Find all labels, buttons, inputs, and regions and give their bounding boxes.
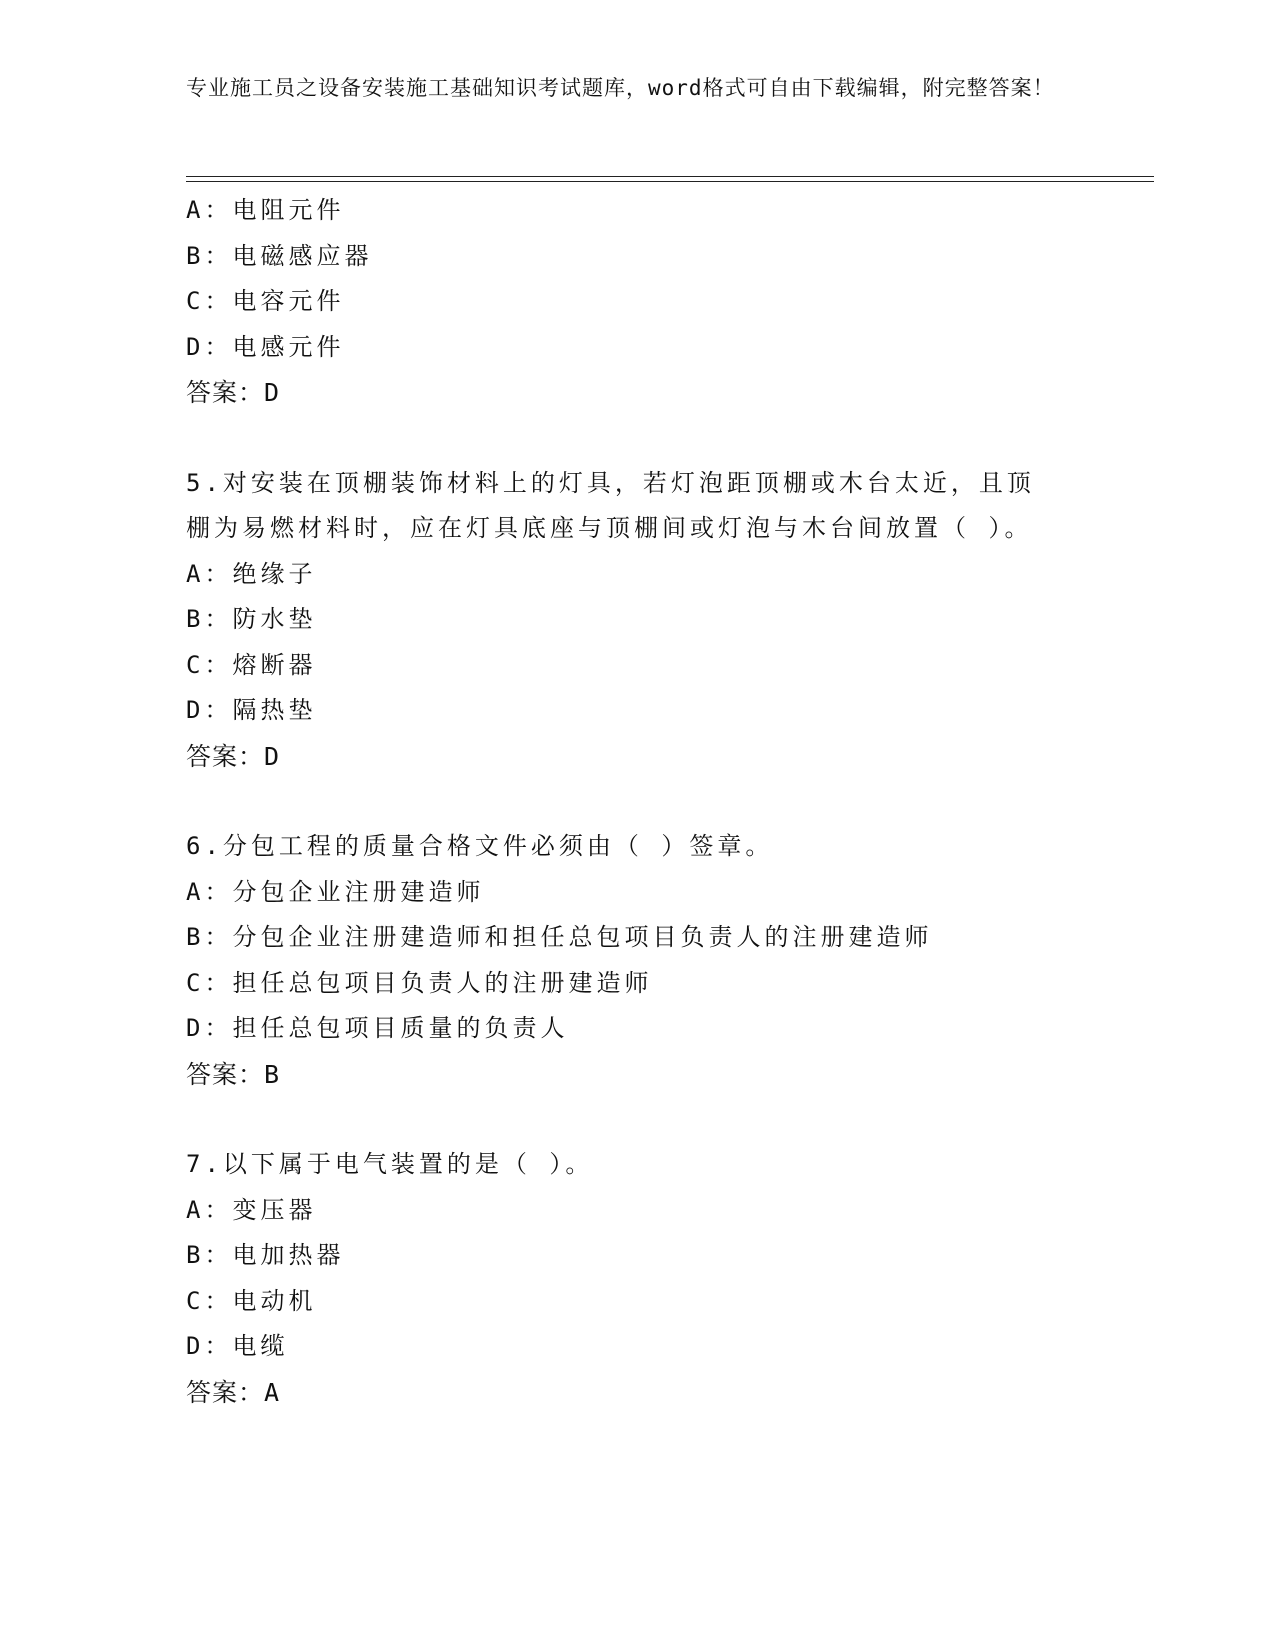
option-c: C：电容元件 [186, 287, 345, 315]
option-d: D：电缆 [186, 1332, 289, 1360]
question-stem: 6.分包工程的质量合格文件必须由（ ）签章。 [186, 832, 774, 860]
question-stem: 5.对安装在顶棚装饰材料上的灯具，若灯泡距顶棚或木台太近，且顶棚为易燃材料时，应在灯具底座与顶棚间或灯泡与木台间放置（ ）。 [186, 468, 1035, 542]
option-c: C：熔断器 [186, 650, 317, 679]
option-b: B：电加热器 [186, 1241, 345, 1269]
answer-line: 答案：B [186, 1059, 281, 1089]
option-a: A：绝缘子 [186, 559, 317, 588]
answer-value: A [264, 1377, 281, 1407]
answer-value: D [264, 378, 281, 407]
option-a: A：变压器 [186, 1195, 317, 1224]
question-block-7 [186, 1142, 1146, 1415]
option-a: A：分包企业注册建造师 [186, 877, 485, 906]
option-c: C：电动机 [186, 1286, 317, 1315]
option-a: A：电阻元件 [186, 196, 345, 224]
answer-line: 答案：A [186, 1377, 281, 1407]
question-block-5 [186, 461, 1146, 780]
answer-line: 答案：D [186, 741, 281, 771]
question-list [186, 188, 1146, 1415]
header-rule-top [186, 176, 1154, 177]
option-d: D：电感元件 [186, 332, 345, 361]
question-block-6 [186, 824, 1146, 1097]
option-d: D：担任总包项目质量的负责人 [186, 1014, 569, 1042]
header-rule-bottom [186, 181, 1154, 182]
option-b: B：分包企业注册建造师和担任总包项目负责人的注册建造师 [186, 923, 933, 951]
option-c: C：担任总包项目负责人的注册建造师 [186, 968, 653, 997]
answer-value: D [264, 741, 281, 771]
option-b: B：防水垫 [186, 605, 317, 633]
header-note: 专业施工员之设备安装施工基础知识考试题库，word格式可自由下载编辑，附完整答案！ [186, 76, 1055, 100]
answer-value: B [264, 1059, 281, 1089]
answer-line: 答案：D [186, 378, 281, 407]
question-stem: 7.以下属于电气装置的是（ ）。 [186, 1150, 594, 1178]
option-d: D：隔热垫 [186, 696, 317, 724]
question-block-4 [186, 188, 1146, 416]
option-b: B：电磁感应器 [186, 241, 373, 270]
